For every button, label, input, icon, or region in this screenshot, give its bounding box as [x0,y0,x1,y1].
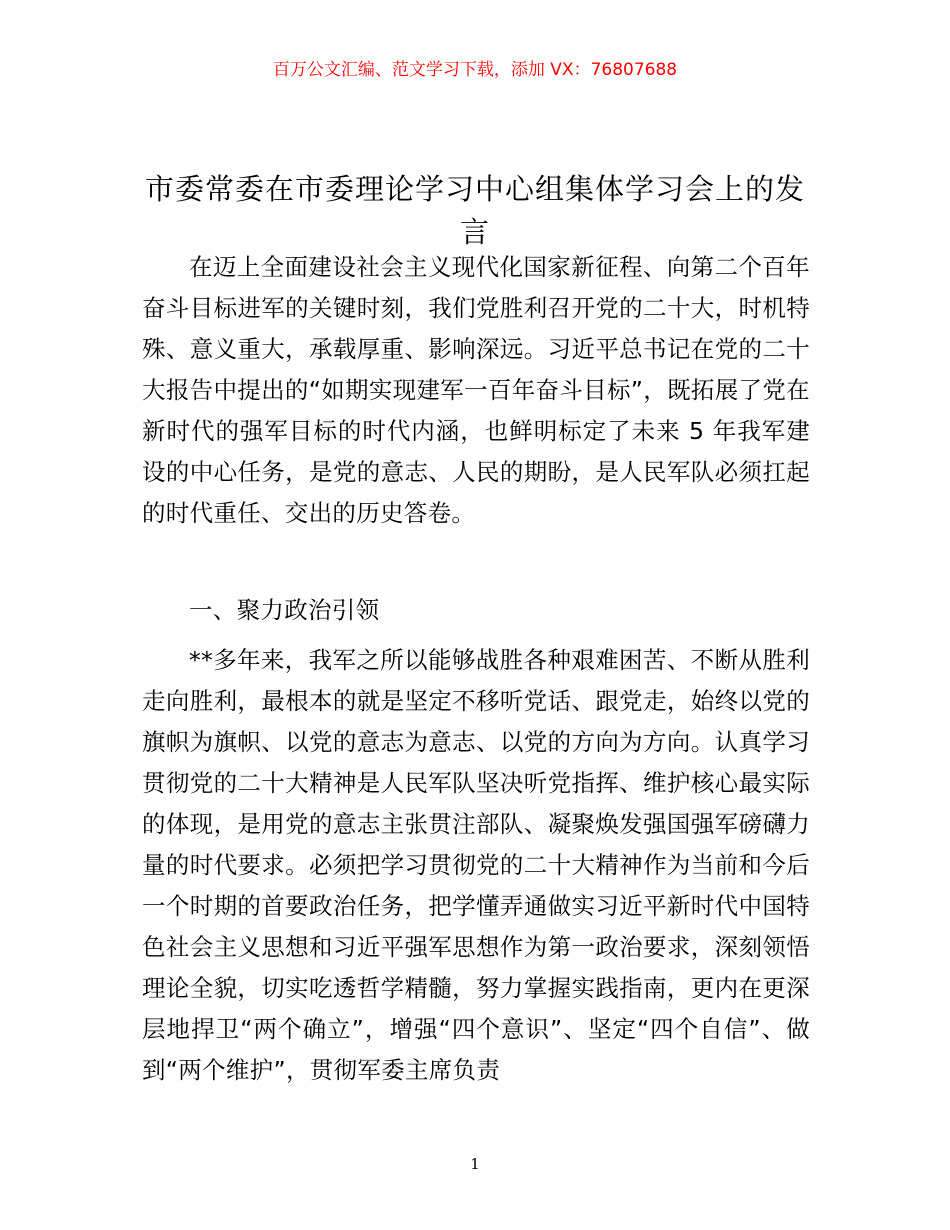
body-paragraph-intro [142,247,810,534]
body-paragraph-political [142,640,810,1091]
paragraph-text: **多年来，我军之所以能够战胜各种艰难困苦、不断从胜利走向胜利，最根本的就是坚定不移听党话、跟党走，始终以党的旗帜为旗帜、以党的意志为意志、以党的方向为方向。认真学习贯彻党的二十大精神是人民军队坚决听党指挥、维护核心最实际的体现，是用党的意志主张贯注部队、凝聚焕发强国强军磅礴力量的时代要求。必须把学习贯彻党的二十大精神作为当前和今后一个时期的首要政治任务，把学懂弄通做实习近平新时代中国特色社会主义思想和习近平强军思想作为第一政治要求，深刻领悟理论全貌，切实吃透哲学精髓，努力掌握实践指南，更内在更深层地捍卫“两个确立”，增强“四个意识”、坚定“四个自信”、做到“两个维护”，贯彻军委主席负责 [142,646,810,1084]
section-heading-text: 一、聚力政治引领 [189,596,380,624]
page-number: 1 [470,1155,480,1173]
header-contact-note: 百万公文汇编、范文学习下载，添加 VX：76807688 [272,60,678,80]
paragraph-text: 在迈上全面建设社会主义现代化国家新征程、向第二个百年奋斗目标进军的关键时刻，我们党胜利召开党的二十大，时机特殊、意义重大，承载厚重、影响深远。习近平总书记在党的二十大报告中提出的“如期实现建军一百年奋斗目标”，既拓展了党在新时代的强军目标的时代内涵，也鲜明标定了未来 5 年我军建设的中心任务，是党的意志、人民的期盼，是人民军队必须扛起的时代重任、交出的历史答卷。 [142,253,810,527]
section-heading [142,590,810,631]
document-title: 市委常委在市委理论学习中心组集体学习会上的发言 [144,172,805,249]
